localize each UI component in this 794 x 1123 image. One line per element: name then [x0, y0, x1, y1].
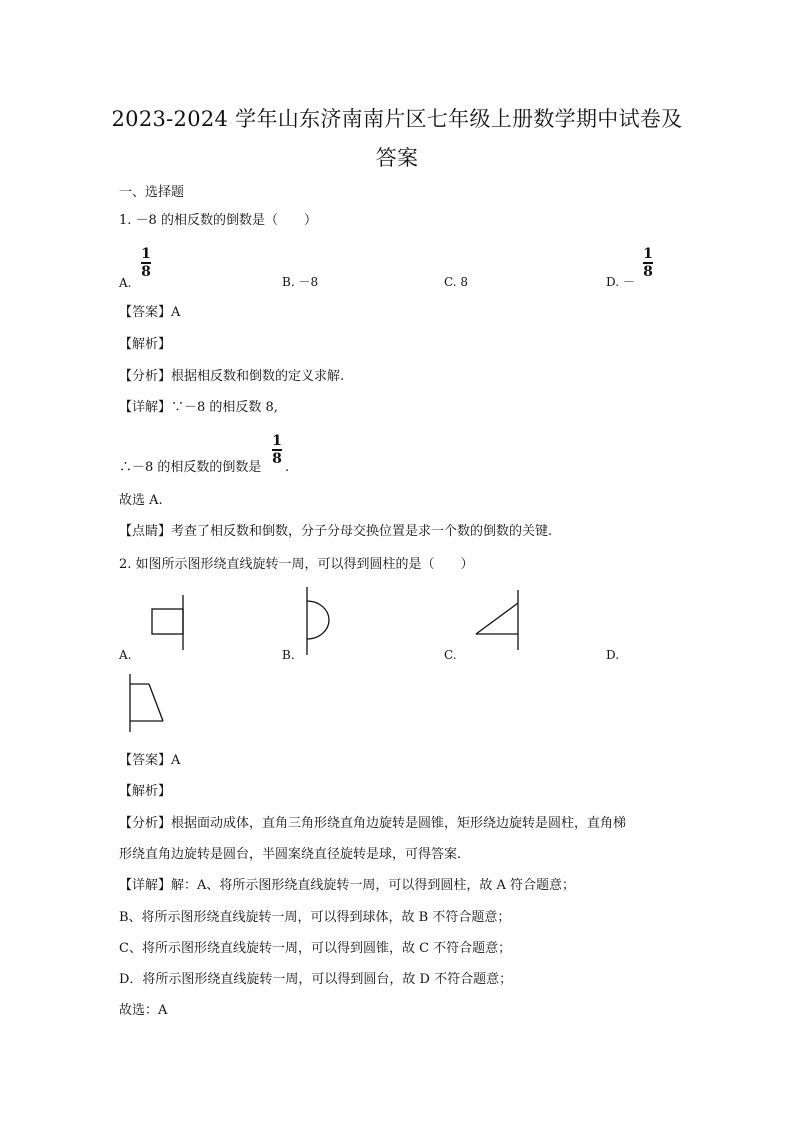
q1-option-d-fraction — [643, 247, 653, 279]
q2-fenxi-1: 【分析】根据面动成体，直角三角形绕直角边旋转是圆锥，矩形绕边旋转是圆柱，直角梯 — [119, 816, 627, 831]
q2-figure-b-semicircle — [300, 585, 336, 657]
q2-xiangjie-2: B、将所示图形绕直线旋转一周，可以得到球体，故 B 不符合题意； — [119, 910, 511, 925]
section-heading: 一、选择题 — [119, 185, 185, 200]
q2-figure-a-rectangle — [148, 593, 190, 653]
q1-dianjing: 【点睛】考查了相反数和倒数，分子分母交换位置是求一个数的倒数的关键. — [119, 524, 553, 539]
q2-stem: 2. 如图所示图形绕直线旋转一周，可以得到圆柱的是（ ） — [119, 557, 474, 572]
q2-choose: 故选：A — [119, 1003, 168, 1018]
q1-choose: 故选 A. — [119, 493, 163, 508]
q1-xiangjie-fraction — [272, 434, 282, 466]
q1-analysis-heading: 【解析】 — [119, 337, 172, 352]
q2-fenxi-2: 形绕直角边旋转是圆台，半圆案绕直径旋转是球，可得答案. — [119, 847, 462, 862]
q2-option-a: A. — [119, 648, 132, 662]
q2-option-c: C. — [444, 648, 457, 662]
q1-option-d-label: D. － — [606, 275, 635, 289]
q1-xiangjie-period: . — [285, 460, 290, 475]
q1-option-a-numerator: 1 — [141, 246, 151, 262]
q1-xiangjie-numerator: 1 — [272, 433, 282, 449]
q2-xiangjie-1: 【详解】解：A、将所示图形绕直线旋转一周，可以得到圆柱，故 A 符合题意； — [119, 878, 576, 893]
q1-option-d-denominator: 8 — [643, 264, 653, 280]
q1-answer: 【答案】A — [119, 305, 181, 320]
q2-figure-d-trapezoid — [124, 672, 168, 734]
q2-answer: 【答案】A — [119, 753, 181, 768]
q2-analysis-heading: 【解析】 — [119, 784, 172, 799]
q1-option-d-numerator: 1 — [643, 246, 653, 262]
q2-option-b: B. — [282, 648, 295, 662]
q1-option-a-fraction — [141, 247, 151, 279]
q2-xiangjie-3: C、将所示图形绕直线旋转一周，可以得到圆锥，故 C 不符合题意； — [119, 941, 512, 956]
q1-xiangjie-2-text: ∴－8 的相反数的倒数是 — [119, 460, 262, 475]
q1-stem: 1. －8 的相反数的倒数是（ ） — [119, 213, 317, 228]
q1-xiangjie-2 — [119, 460, 261, 476]
q1-option-a-label: A. — [119, 276, 132, 290]
q1-fenxi: 【分析】根据相反数和倒数的定义求解. — [119, 369, 345, 384]
q1-option-b: B. －8 — [282, 275, 319, 289]
q2-option-d: D. — [606, 648, 620, 662]
q1-option-c: C. 8 — [444, 275, 469, 289]
page-title-line-1: 2023-2024 学年山东济南南片区七年级上册数学期中试卷及 — [111, 107, 683, 131]
q2-xiangjie-4: D．将所示图形绕直线旋转一周，可以得到圆台，故 D 不符合题意； — [119, 972, 513, 987]
q2-figure-c-triangle — [472, 588, 524, 652]
q1-option-a-denominator: 8 — [141, 264, 151, 280]
page-title-line-2: 答案 — [375, 146, 419, 170]
q1-xiangjie-denominator: 8 — [272, 451, 282, 467]
q1-xiangjie-1: 【详解】∵－8 的相反数 8, — [119, 400, 278, 415]
